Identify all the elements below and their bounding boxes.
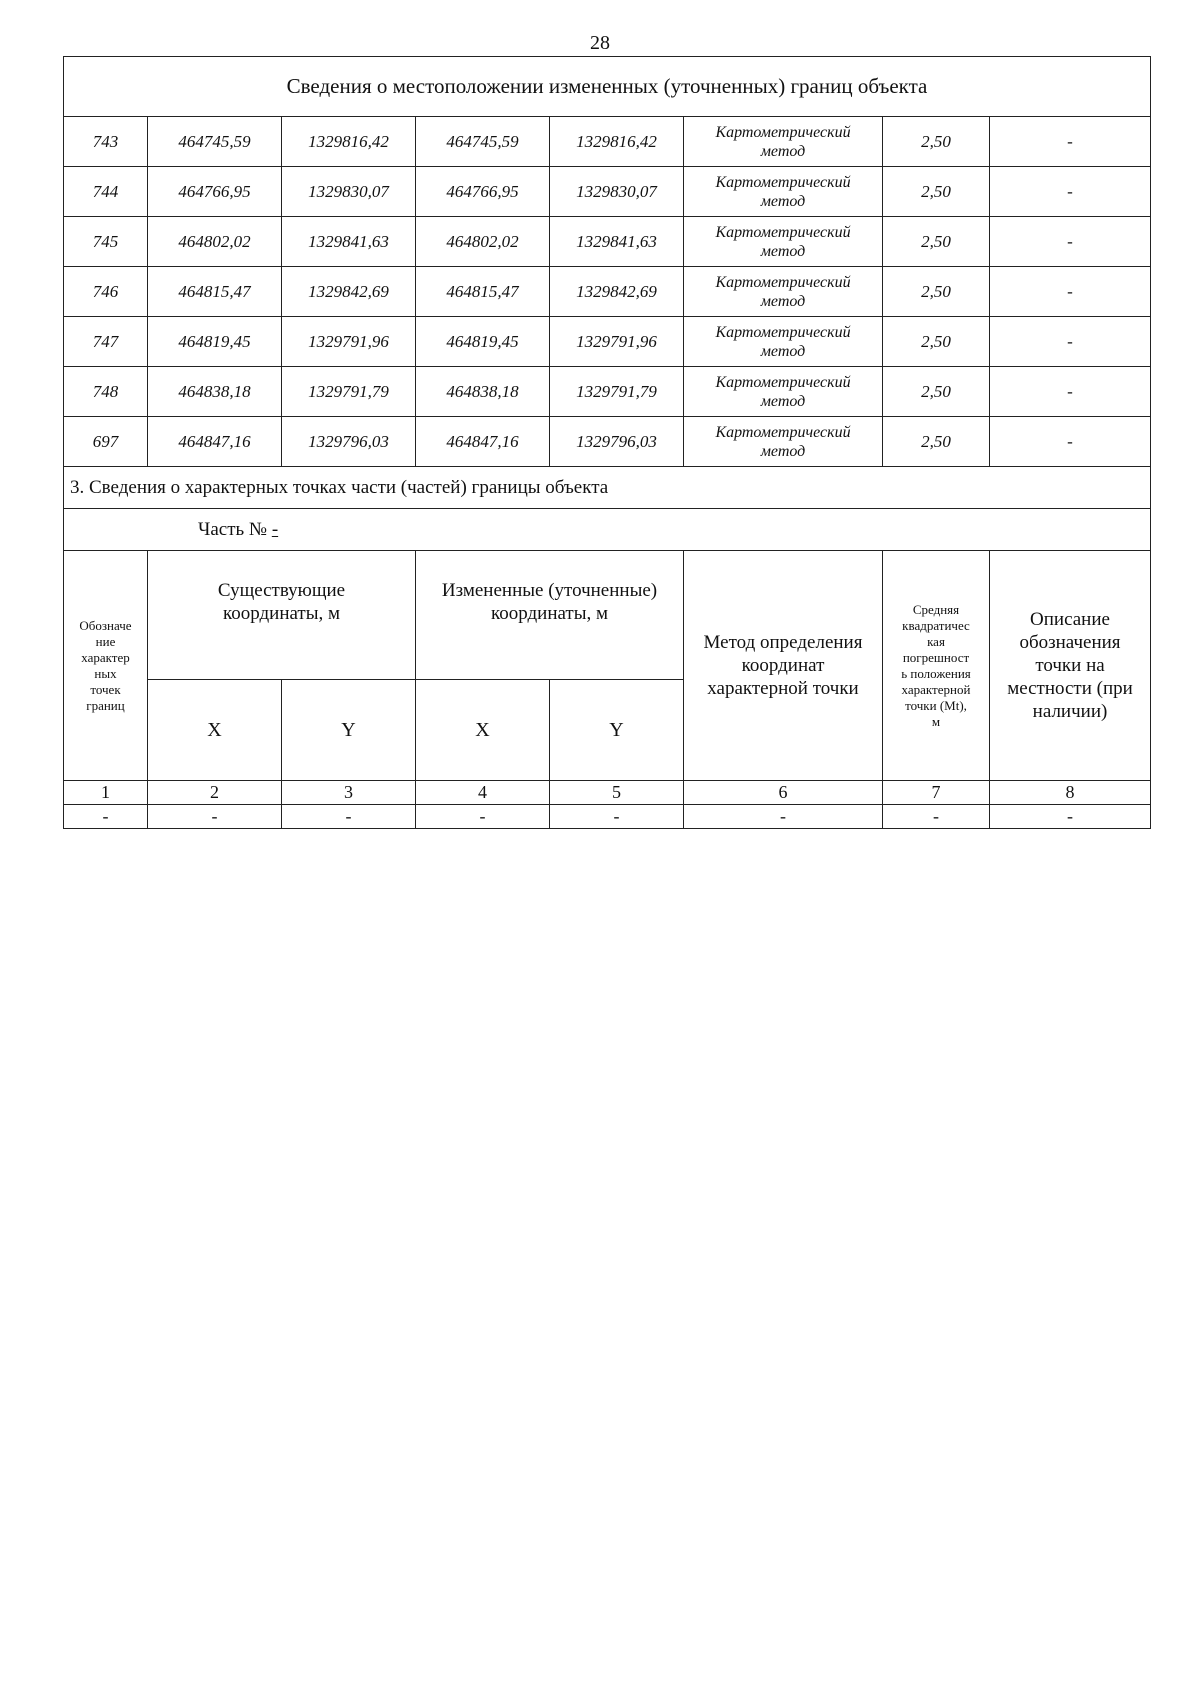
changed-x: 464802,02 (416, 217, 550, 267)
existing-x: 464815,47 (148, 267, 282, 317)
point-id: 745 (64, 217, 148, 267)
table-row (64, 117, 1151, 167)
method-cell (684, 267, 883, 317)
header-line: наличии) (1032, 701, 1108, 722)
changed-x: 464838,18 (416, 367, 550, 417)
header-line: координат (741, 655, 825, 676)
error-value: 2,50 (883, 367, 990, 417)
method-cell (684, 417, 883, 467)
header-line: Измененные (уточненные) (441, 580, 658, 601)
header-method (684, 551, 883, 781)
header-line: Описание (1030, 609, 1110, 630)
header-line: обозначения (1019, 632, 1121, 653)
description-value: - (990, 317, 1151, 367)
header-line: точки на (1035, 655, 1105, 676)
table-title: Сведения о местоположении измененных (уточненных) границ объекта (64, 57, 1151, 117)
table-row (64, 317, 1151, 367)
method-line-1: Картометрический (715, 223, 851, 241)
point-id: 743 (64, 117, 148, 167)
method-line-2: метод (760, 192, 806, 210)
table-row (64, 267, 1151, 317)
description-value: - (990, 117, 1151, 167)
method-cell (684, 217, 883, 267)
column-number: 4 (416, 781, 550, 805)
error-value: 2,50 (883, 317, 990, 367)
error-value: 2,50 (883, 267, 990, 317)
column-number: 1 (64, 781, 148, 805)
header-line: координаты, м (222, 603, 341, 624)
column-number: 6 (684, 781, 883, 805)
existing-x: 464819,45 (148, 317, 282, 367)
header-description (990, 551, 1151, 781)
existing-y: 1329816,42 (282, 117, 416, 167)
method-line-1: Картометрический (715, 123, 851, 141)
changed-x: 464847,16 (416, 417, 550, 467)
header-existing-coordinates (148, 551, 416, 680)
part-value: - (271, 518, 279, 540)
method-line-2: метод (760, 342, 806, 360)
header-line: ние (95, 633, 116, 649)
table-row (64, 417, 1151, 467)
page-number: 28 (590, 32, 610, 54)
existing-x: 464766,95 (148, 167, 282, 217)
method-line-2: метод (760, 242, 806, 260)
method-line-1: Картометрический (715, 323, 851, 341)
header-line: квадратичес (902, 617, 970, 633)
existing-y: 1329791,79 (282, 367, 416, 417)
method-line-1: Картометрический (715, 423, 851, 441)
header-line: точек (90, 681, 121, 697)
header-line: точки (Mt), (905, 697, 967, 713)
changed-y: 1329796,03 (550, 417, 684, 467)
point-id: 744 (64, 167, 148, 217)
header-error (883, 551, 990, 781)
table-row (64, 217, 1151, 267)
header-changed-x: X (416, 680, 550, 781)
column-number: 8 (990, 781, 1151, 805)
header-line: ь положения (901, 665, 971, 681)
empty-cell: - (282, 805, 416, 829)
header-changed-coordinates (416, 551, 684, 680)
header-existing-y: Y (282, 680, 416, 781)
empty-cell: - (416, 805, 550, 829)
header-line: Существующие (217, 580, 346, 601)
error-value: 2,50 (883, 167, 990, 217)
column-number-row (64, 781, 1151, 805)
empty-cell: - (64, 805, 148, 829)
header-existing-x: X (148, 680, 282, 781)
method-cell (684, 117, 883, 167)
changed-y: 1329841,63 (550, 217, 684, 267)
header-line: характерной (901, 681, 971, 697)
header-changed-y: Y (550, 680, 684, 781)
method-line-2: метод (760, 392, 806, 410)
header-line: м (931, 713, 941, 729)
header-line: ных (94, 665, 117, 681)
point-id: 747 (64, 317, 148, 367)
description-value: - (990, 417, 1151, 467)
empty-cell: - (148, 805, 282, 829)
empty-cell: - (550, 805, 684, 829)
header-line: погрешност (902, 649, 970, 665)
changed-x: 464766,95 (416, 167, 550, 217)
changed-y: 1329791,79 (550, 367, 684, 417)
header-line: характерной точки (707, 678, 859, 699)
empty-cell: - (883, 805, 990, 829)
header-line: местности (при (1007, 678, 1133, 699)
header-line: кая (927, 633, 945, 649)
empty-cell: - (684, 805, 883, 829)
method-line-2: метод (760, 292, 806, 310)
column-number: 3 (282, 781, 416, 805)
point-id: 697 (64, 417, 148, 467)
header-line: координаты, м (490, 603, 609, 624)
method-line-2: метод (760, 442, 806, 460)
column-number: 5 (550, 781, 684, 805)
changed-y: 1329791,96 (550, 317, 684, 367)
error-value: 2,50 (883, 217, 990, 267)
method-cell (684, 167, 883, 217)
existing-x: 464802,02 (148, 217, 282, 267)
existing-y: 1329842,69 (282, 267, 416, 317)
error-value: 2,50 (883, 417, 990, 467)
header-designation (64, 551, 148, 781)
error-value: 2,50 (883, 117, 990, 167)
part-label: Часть № (198, 518, 272, 540)
column-number: 2 (148, 781, 282, 805)
changed-y: 1329842,69 (550, 267, 684, 317)
method-line-1: Картометрический (715, 273, 851, 291)
method-cell (684, 367, 883, 417)
empty-part-row (64, 805, 1151, 829)
column-number: 7 (883, 781, 990, 805)
section-3-title: 3. Сведения о характерных точках части (частей) границы объекта (64, 467, 1151, 509)
description-value: - (990, 267, 1151, 317)
table-row (64, 167, 1151, 217)
description-value: - (990, 217, 1151, 267)
method-line-1: Картометрический (715, 373, 851, 391)
boundary-table (63, 56, 1151, 829)
method-line-1: Картометрический (715, 173, 851, 191)
description-value: - (990, 167, 1151, 217)
existing-x: 464847,16 (148, 417, 282, 467)
header-line: Средняя (912, 601, 960, 617)
existing-x: 464745,59 (148, 117, 282, 167)
header-line: характер (81, 649, 130, 665)
table-row (64, 367, 1151, 417)
point-id: 748 (64, 367, 148, 417)
changed-x: 464815,47 (416, 267, 550, 317)
part-number-row (64, 509, 1151, 551)
changed-x: 464745,59 (416, 117, 550, 167)
existing-y: 1329796,03 (282, 417, 416, 467)
existing-y: 1329791,96 (282, 317, 416, 367)
header-line: границ (86, 697, 125, 713)
changed-y: 1329816,42 (550, 117, 684, 167)
existing-y: 1329830,07 (282, 167, 416, 217)
method-cell (684, 317, 883, 367)
header-line: Обозначе (79, 617, 132, 633)
header-line: Метод определения (703, 632, 863, 653)
existing-y: 1329841,63 (282, 217, 416, 267)
method-line-2: метод (760, 142, 806, 160)
point-id: 746 (64, 267, 148, 317)
changed-y: 1329830,07 (550, 167, 684, 217)
empty-cell: - (990, 805, 1151, 829)
existing-x: 464838,18 (148, 367, 282, 417)
changed-x: 464819,45 (416, 317, 550, 367)
description-value: - (990, 367, 1151, 417)
